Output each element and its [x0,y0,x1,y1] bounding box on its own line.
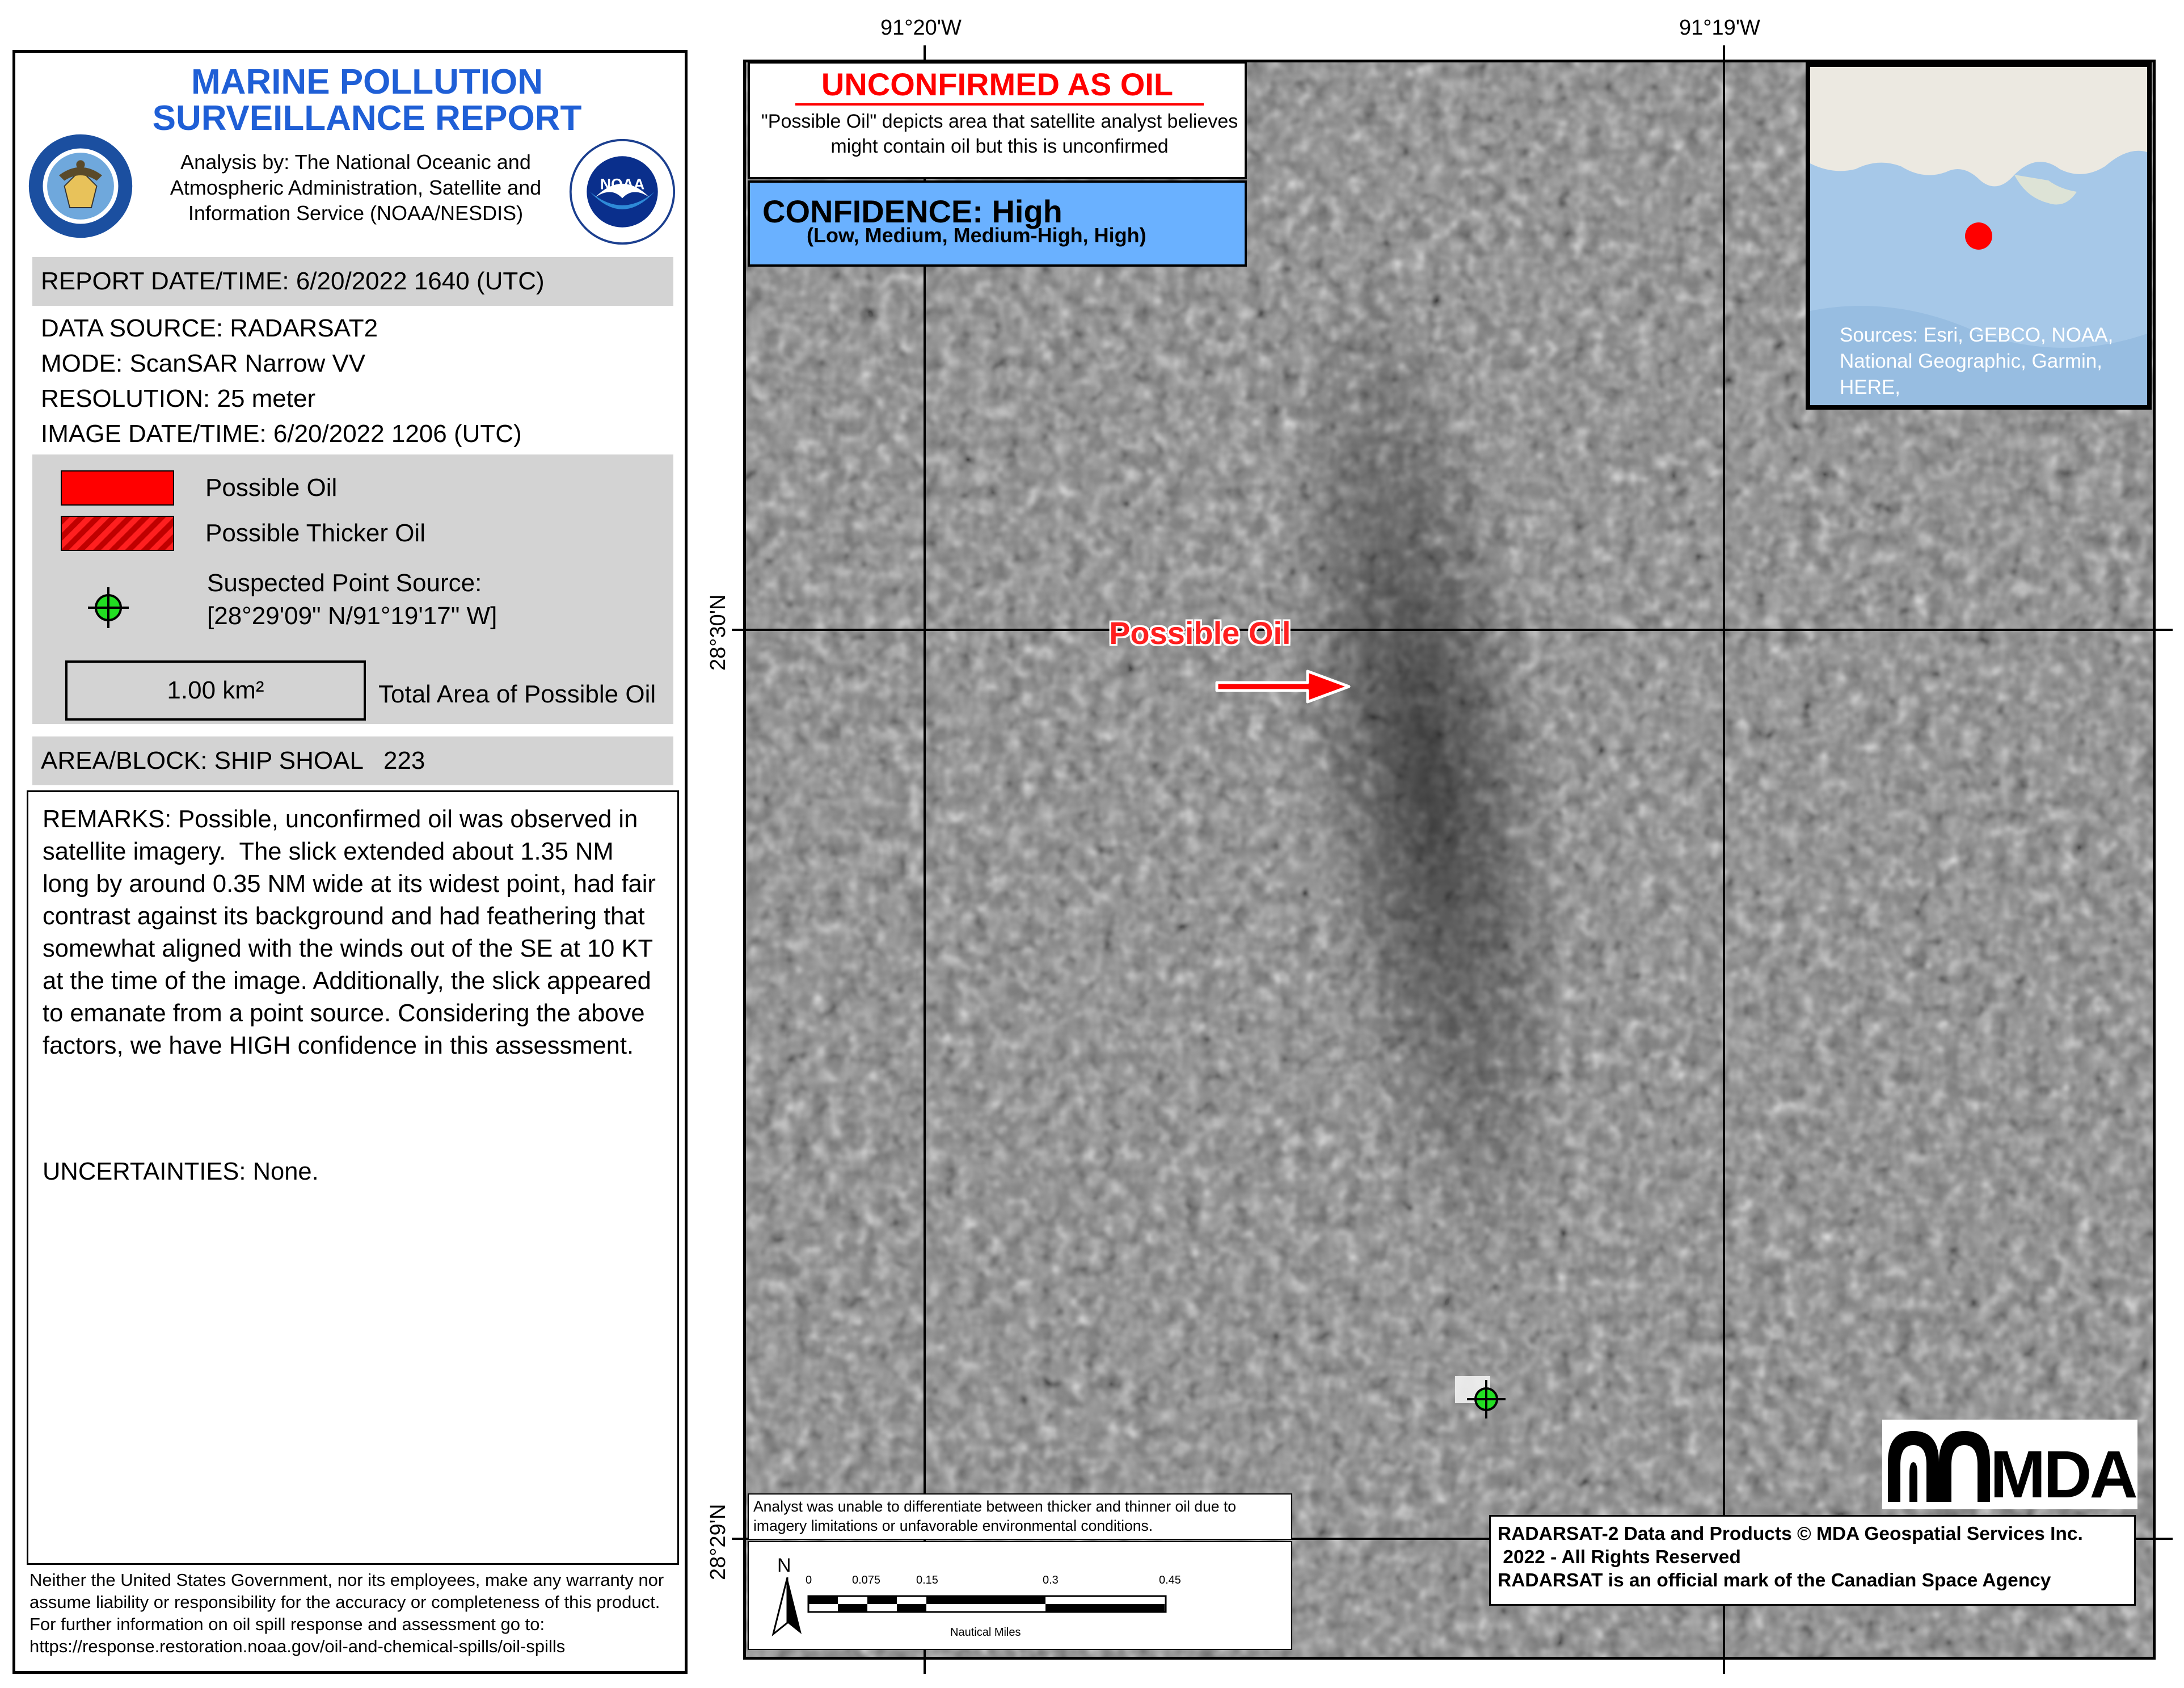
title-line-2: SURVEILLANCE REPORT [152,99,582,138]
scale-unit: Nautical Miles [950,1626,1021,1639]
remarks-text: REMARKS: Possible, unconfirmed oil was observed in satellite imagery. The slick extended about 1.35 NM long by around 0.35 NM wide at its widest point, had fair contrast against its background and had feathering that somewhat aligned with the winds out of the SE at 10 KT at the time of the image. Additionally, the slick appeared to emanate from a point source. Considering the above factors, we have HIGH confidence in this assessment. [43,806,663,1059]
unconfirmed-underline [795,103,1204,106]
mda-logo-text: MDA [1990,1437,2136,1512]
inset-locator-map [1806,62,2152,410]
gridline-lon-left [924,45,926,1674]
lon-label-left: 91°20'W [880,16,962,40]
report-title [117,64,617,137]
scale-tick-2: 0.15 [916,1574,938,1586]
lat-label-top: 28°30'N [706,594,730,671]
scale-tick-3: 0.3 [1043,1574,1059,1586]
unconfirmed-title: UNCONFIRMED AS OIL [821,66,1174,102]
location-marker [1965,222,1992,250]
noaa-seal-icon [568,138,676,246]
scale-bar-graphic [806,1593,1293,1627]
remarks-box [27,790,679,1565]
unconfirmed-description: "Possible Oil" depicts area that satellite analyst believes might contain oil but this is unconfirmed [761,111,1238,157]
report-panel [12,50,688,1674]
arrow-right-icon [1214,667,1353,706]
thicker-oil-swatch [61,516,174,551]
north-arrow-icon [770,1577,804,1640]
disclaimer: Neither the United States Government, nor its employees, make any warranty nor assume liability or responsibility for the accuracy or completeness of this product. For further information on oil spill response and assessment go to: https://response.restoration.noaa.gov/oil-and-chemical-spills/oil-spills [29,1570,664,1656]
analysis-by-text: Analysis by: The National Oceanic and Atmospheric Administration, Satellite and Information Service (NOAA/NESDIS) [170,150,542,225]
thicker-oil-legend-label: Possible Thicker Oil [205,519,425,547]
confidence-box [748,180,1247,267]
possible-oil-swatch [61,470,174,506]
point-source-icon [85,584,132,632]
confidence-title: CONFIDENCE: High [762,193,1063,229]
uncertainties: UNCERTAINTIES: None. [43,1158,319,1185]
point-source-marker-icon [1465,1378,1508,1421]
resolution: RESOLUTION: 25 meter [41,385,316,412]
mode: MODE: ScanSAR Narrow VV [41,350,366,377]
data-source: DATA SOURCE: RADARSAT2 [41,314,378,342]
north-label: N [777,1555,791,1576]
gridline-lon-right [1723,45,1725,1674]
unconfirmed-box [748,61,1247,179]
scale-tick-4: 0.45 [1159,1574,1181,1586]
title-line-1: MARINE POLLUTION [191,62,543,102]
scale-tick-1: 0.075 [852,1574,881,1586]
total-area-label: Total Area of Possible Oil [378,680,656,708]
lat-label-bottom: 28°29'N [706,1504,730,1580]
total-area-value: 1.00 km² [65,660,366,721]
possible-oil-label: Possible Oil [1109,615,1291,651]
image-datetime: IMAGE DATE/TIME: 6/20/2022 1206 (UTC) [41,420,522,448]
report-datetime: REPORT DATE/TIME: 6/20/2022 1640 (UTC) [32,257,673,306]
confidence-scale: (Low, Medium, Medium-High, High) [807,224,1146,247]
mda-logo [1882,1420,2137,1512]
lon-label-right: 91°19'W [1679,16,1760,40]
scale-bar-box [748,1541,1292,1650]
doc-seal-icon [27,132,134,240]
area-block: AREA/BLOCK: SHIP SHOAL 223 [32,736,673,785]
scale-tick-0: 0 [806,1574,812,1586]
legend [32,454,673,724]
point-source-coords: [28°29'09" N/91°19'17" W] [207,602,497,630]
copyright-box: RADARSAT-2 Data and Products © MDA Geospatial Services Inc. 2022 - All Rights Reserved RADARSAT is an official mark of the Canadian Space Agency [1489,1515,2136,1606]
possible-oil-legend-label: Possible Oil [205,474,338,502]
svg-text:NOAA: NOAA [600,175,645,193]
point-source-title: Suspected Point Source: [207,569,482,597]
inset-sources: Sources: Esri, GEBCO, NOAA, National Geographic, Garmin, HERE, [1840,324,2114,398]
gridline-lat-top [732,629,2173,631]
scale-ticks [806,1574,1225,1591]
analyst-note: Analyst was unable to differentiate between thicker and thinner oil due to imagery limitations or unfavorable environmental conditions. [748,1493,1292,1540]
